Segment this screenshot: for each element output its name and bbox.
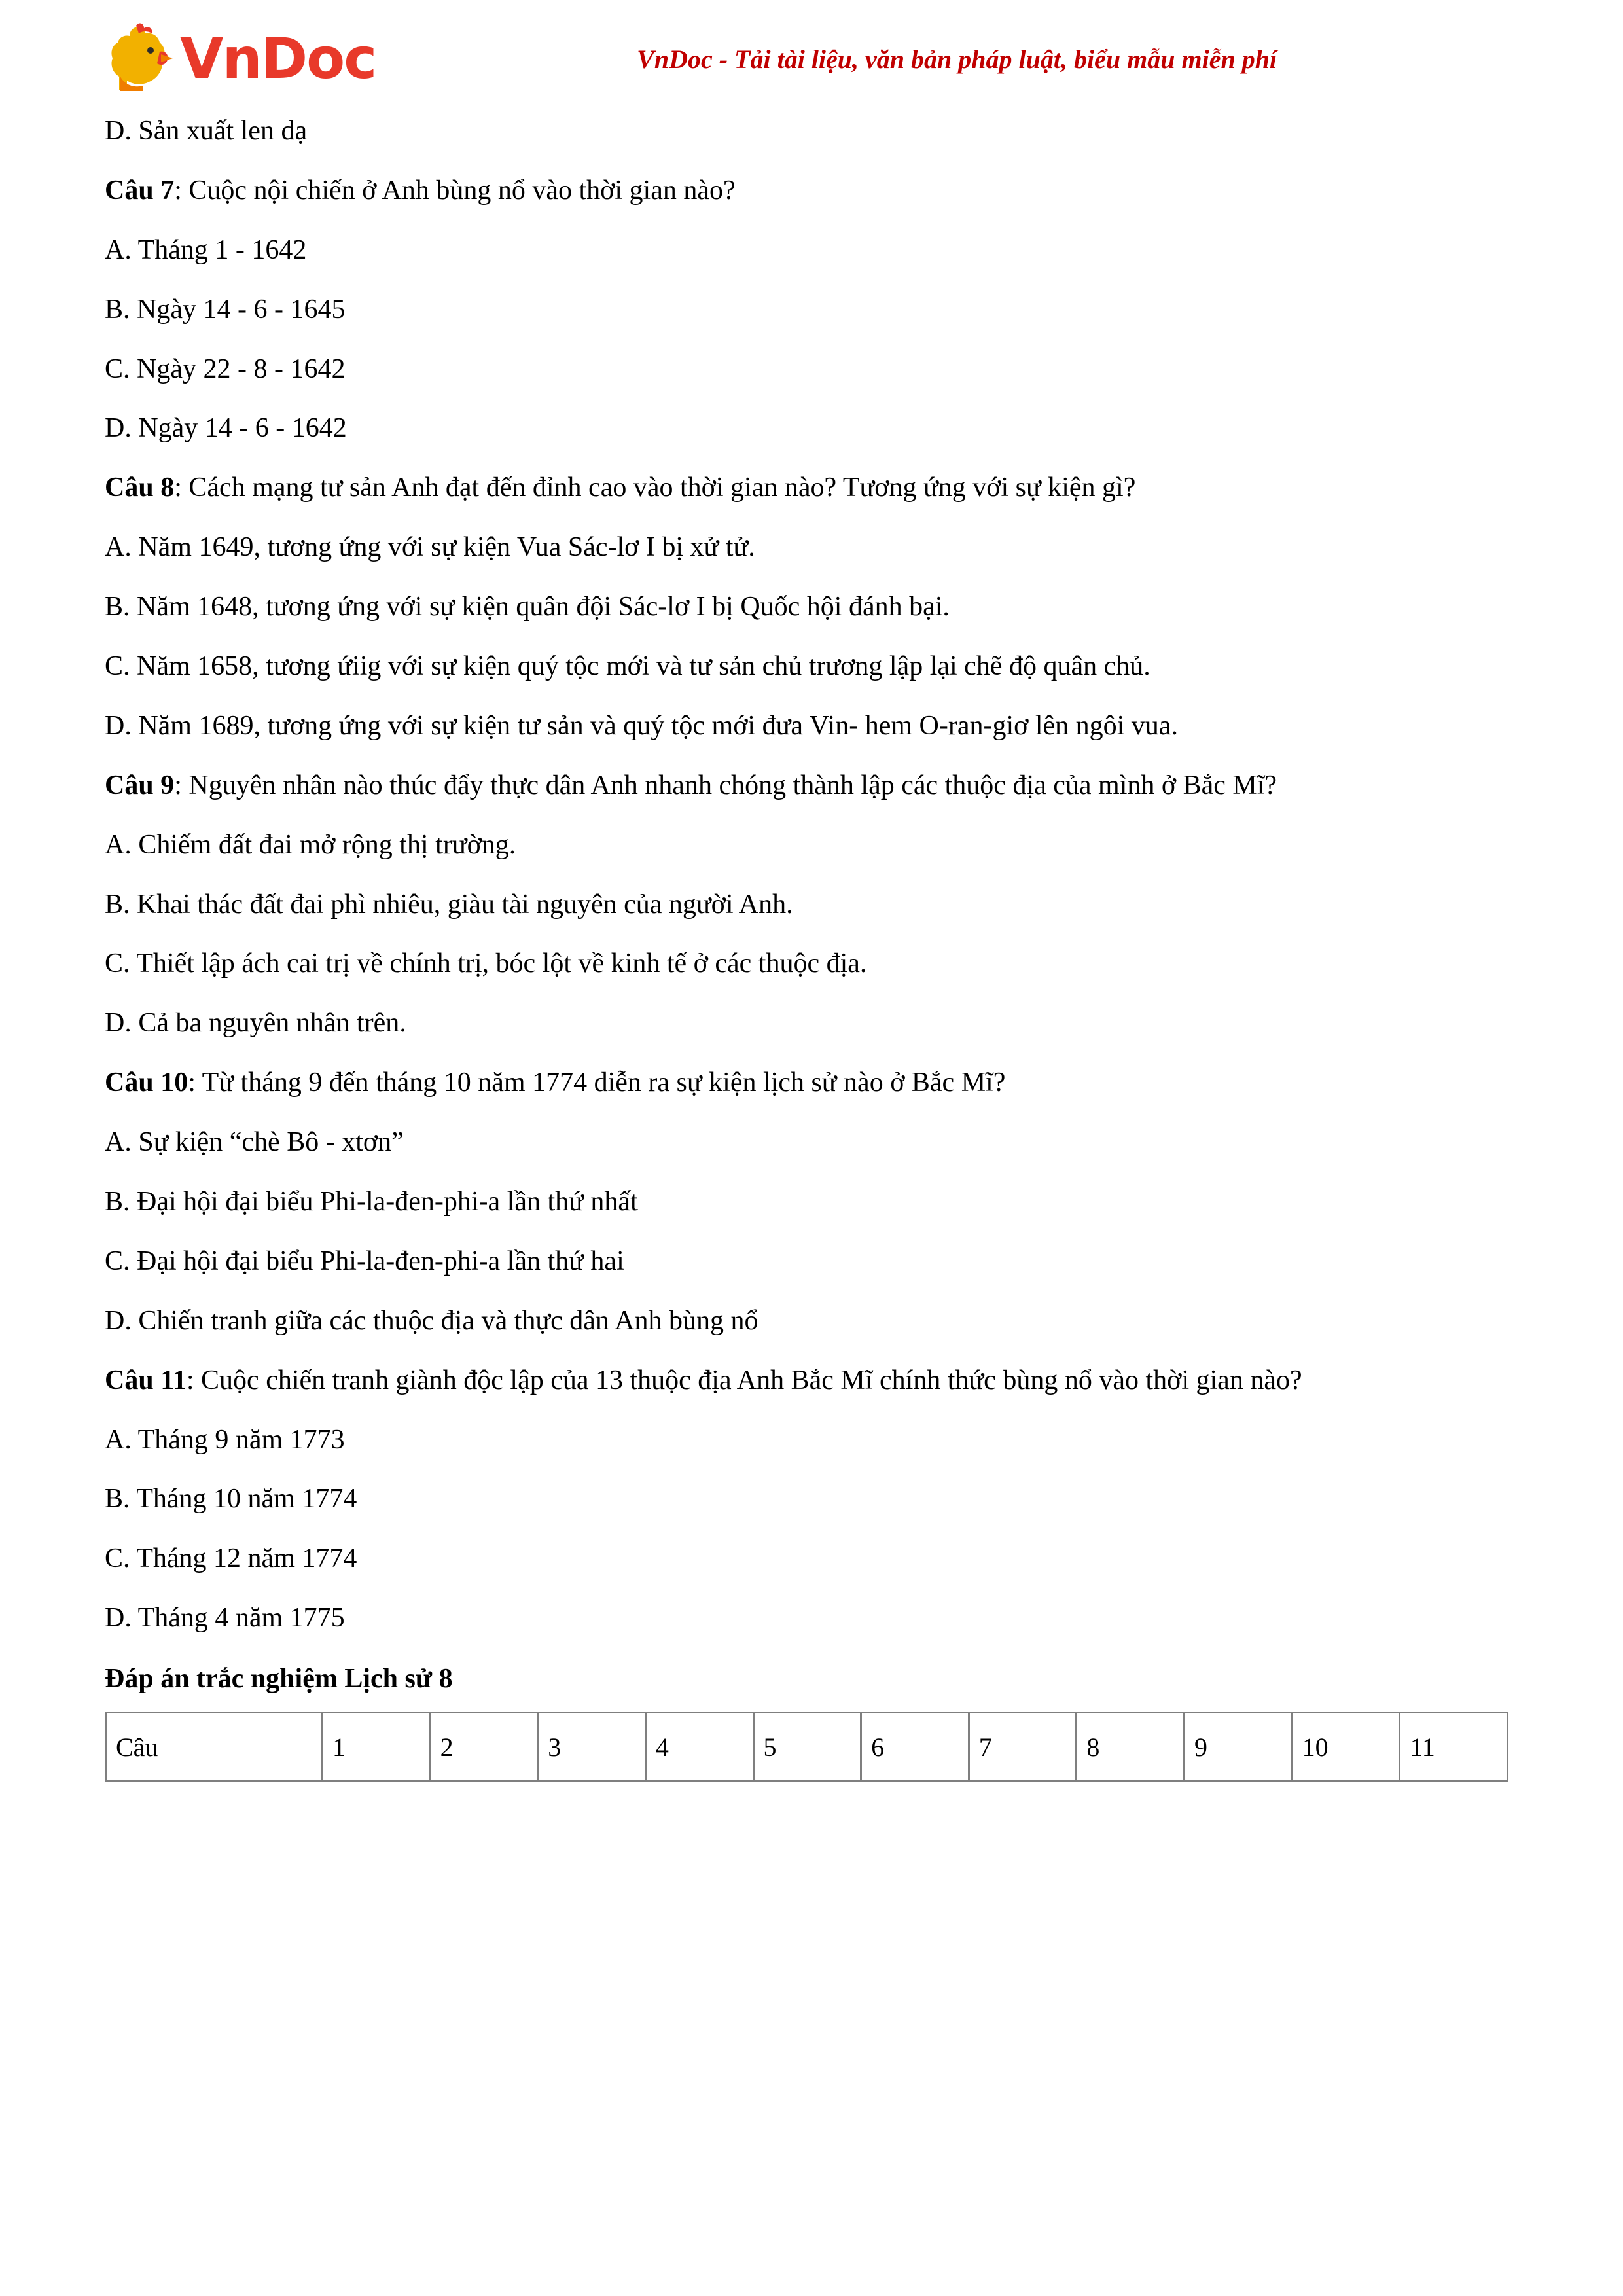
question-text: : Nguyên nhân nào thúc đẩy thực dân Anh nhanh chóng thành lập các thuộc địa của mình ở Bắc Mĩ? <box>174 770 1277 800</box>
question-text: : Cuộc chiến tranh giành độc lập của 13 thuộc địa Anh Bắc Mĩ chính thức bùng nổ vào thời gian nào? <box>186 1365 1302 1395</box>
option-line: A. Chiếm đất đai mở rộng thị trường. <box>105 829 516 860</box>
option-line: D. Sản xuất len dạ <box>105 116 308 146</box>
option-line: D. Chiến tranh giữa các thuộc địa và thực dân Anh bùng nổ <box>105 1305 758 1336</box>
vndoc-logo-text: VnDoc <box>180 26 376 92</box>
option-line: B. Tháng 10 năm 1774 <box>105 1484 357 1515</box>
question-label: Câu 10 <box>105 1067 188 1098</box>
answer-col-1: 1 <box>323 1713 431 1782</box>
answer-col-5: 5 <box>753 1713 861 1782</box>
question-text: : Cách mạng tư sản Anh đạt đến đỉnh cao vào thời gian nào? Tương ứng với sự kiện gì? <box>174 473 1136 503</box>
header-title: VnDoc - Tải tài liệu, văn bản pháp luật, biểu mẫu miễn phí <box>637 44 1277 74</box>
option-line: B. Đại hội đại biểu Phi-la-đen-phi-a lần thứ nhất <box>105 1187 638 1217</box>
answer-col-2: 2 <box>430 1713 538 1782</box>
question-line <box>105 468 1508 508</box>
question-line <box>105 766 1508 806</box>
option-line: C. Năm 1658, tương ứiig với sự kiện quý tộc mới và tư sản chủ trương lập lại chẽ độ quân chủ. <box>105 651 1150 682</box>
option-line: A. Năm 1649, tương ứng với sự kiện Vua Sác-lơ I bị xử tử. <box>105 532 755 563</box>
question-label: Câu 7 <box>105 175 175 206</box>
option-line: D. Năm 1689, tương ứng với sự kiện tư sản và quý tộc mới đưa Vin- hem O-ran-giơ lên ngôi vua. <box>105 710 1178 741</box>
option-line: D. Tháng 4 năm 1775 <box>105 1603 345 1634</box>
answer-col-6: 6 <box>861 1713 969 1782</box>
vndoc-logo[interactable] <box>105 22 376 97</box>
answer-col-7: 7 <box>969 1713 1077 1782</box>
answer-col-3: 3 <box>538 1713 646 1782</box>
rooster-logo-icon <box>105 22 173 97</box>
option-line: C. Tháng 12 năm 1774 <box>105 1543 357 1574</box>
answer-col-8: 8 <box>1077 1713 1185 1782</box>
document-body <box>0 98 1623 1782</box>
answer-col-9: 9 <box>1185 1713 1293 1782</box>
answer-row-label: Câu <box>106 1713 323 1782</box>
option-line: C. Thiết lập ách cai trị về chính trị, bóc lột về kinh tế ở các thuộc địa. <box>105 948 867 979</box>
option-line: D. Cả ba nguyên nhân trên. <box>105 1008 406 1039</box>
answer-col-11: 11 <box>1400 1713 1508 1782</box>
answer-col-4: 4 <box>645 1713 753 1782</box>
answer-section-heading: Đáp án trắc nghiệm Lịch sử 8 <box>105 1664 453 1695</box>
question-label: Câu 8 <box>105 473 175 503</box>
question-label: Câu 11 <box>105 1365 187 1395</box>
question-label: Câu 9 <box>105 770 175 800</box>
question-line <box>105 171 1508 211</box>
option-line: A. Tháng 9 năm 1773 <box>105 1424 345 1455</box>
option-line: C. Ngày 22 - 8 - 1642 <box>105 353 346 384</box>
option-line: B. Năm 1648, tương ứng với sự kiện quân đội Sác-lơ I bị Quốc hội đánh bại. <box>105 592 950 622</box>
option-line: B. Ngày 14 - 6 - 1645 <box>105 294 346 325</box>
option-line: C. Đại hội đại biểu Phi-la-đen-phi-a lần thứ hai <box>105 1246 624 1276</box>
option-line: B. Khai thác đất đai phì nhiêu, giàu tài nguyên của người Anh. <box>105 889 793 920</box>
question-line <box>105 1361 1508 1401</box>
option-line: A. Sự kiện “chè Bô - xtơn” <box>105 1127 404 1158</box>
question-text: : Từ tháng 9 đến tháng 10 năm 1774 diễn ra sự kiện lịch sử nào ở Bắc Mĩ? <box>188 1067 1006 1098</box>
question-line <box>105 1063 1508 1103</box>
question-text: : Cuộc nội chiến ở Anh bùng nổ vào thời gian nào? <box>174 175 736 206</box>
page-header <box>0 0 1623 98</box>
option-line: A. Tháng 1 - 1642 <box>105 234 307 265</box>
table-row <box>106 1713 1508 1782</box>
answer-table <box>105 1712 1508 1782</box>
option-line: D. Ngày 14 - 6 - 1642 <box>105 413 347 444</box>
answer-col-10: 10 <box>1292 1713 1400 1782</box>
